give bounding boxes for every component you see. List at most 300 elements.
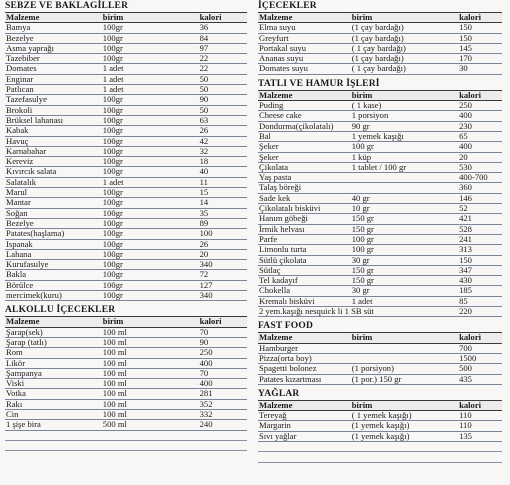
empty-row xyxy=(5,440,247,450)
item-calorie: 36 xyxy=(199,23,247,33)
table-row xyxy=(258,111,502,121)
empty-row xyxy=(258,441,502,451)
table-row xyxy=(5,420,247,430)
item-calorie: 110 xyxy=(458,421,502,431)
item-name: Börülce xyxy=(5,280,102,290)
item-calorie: 185 xyxy=(458,286,502,296)
calorie-table xyxy=(258,91,502,318)
empty-cell xyxy=(351,452,458,462)
table-row xyxy=(5,291,247,301)
column-header: birim xyxy=(102,13,199,23)
table-row xyxy=(5,64,247,74)
item-name: Asma yaprağı xyxy=(5,43,102,53)
section-tatli xyxy=(258,79,502,318)
item-calorie: 90 xyxy=(199,337,247,347)
table-row xyxy=(258,255,502,265)
item-calorie: 400 xyxy=(199,379,247,389)
item-calorie: 150 xyxy=(458,33,502,43)
section-title: YAĞLAR xyxy=(258,389,502,401)
section-yaglar xyxy=(258,389,502,463)
item-calorie: 70 xyxy=(199,368,247,378)
item-name: İrmik helvası xyxy=(258,224,351,234)
item-calorie: 241 xyxy=(458,234,502,244)
item-unit: 100gr xyxy=(102,249,199,259)
item-calorie: 127 xyxy=(199,280,247,290)
item-name: Brokoli xyxy=(5,105,102,115)
calorie-table xyxy=(5,317,247,451)
item-unit: 100 gr xyxy=(351,142,458,152)
item-calorie: 50 xyxy=(199,85,247,95)
right-column xyxy=(258,0,502,467)
item-name: Havuç xyxy=(5,136,102,146)
table-row xyxy=(258,162,502,172)
item-unit: 100 ml xyxy=(102,327,199,337)
item-unit: 100gr xyxy=(102,198,199,208)
empty-cell xyxy=(5,440,102,450)
empty-cell xyxy=(199,430,247,440)
item-unit: 1 yemek kaşığı xyxy=(351,131,458,141)
item-calorie: 20 xyxy=(199,249,247,259)
item-unit: ( 1 çay bardağı) xyxy=(351,64,458,74)
table-row xyxy=(258,245,502,255)
table-row xyxy=(5,177,247,187)
section-title: FAST FOOD xyxy=(258,321,502,333)
item-unit: 100gr xyxy=(102,33,199,43)
column-header: kalori xyxy=(458,91,502,101)
item-unit: 30 gr xyxy=(351,286,458,296)
item-name: Sade kek xyxy=(258,193,351,203)
table-row xyxy=(5,249,247,259)
table-row xyxy=(258,43,502,53)
item-calorie: 42 xyxy=(199,136,247,146)
table-row xyxy=(5,74,247,84)
empty-cell xyxy=(5,430,102,440)
item-calorie: 530 xyxy=(458,162,502,172)
item-name: mercimek(kuru) xyxy=(5,291,102,301)
item-unit: ( 1 yemek kaşığı) xyxy=(351,411,458,421)
item-unit: 1 adet xyxy=(351,296,458,306)
table-row xyxy=(5,198,247,208)
item-name: Brüksel lahanası xyxy=(5,115,102,125)
table-row xyxy=(5,105,247,115)
item-calorie: 352 xyxy=(199,399,247,409)
item-unit: 100gr xyxy=(102,229,199,239)
item-calorie: 250 xyxy=(458,101,502,111)
column-header: Malzeme xyxy=(5,317,102,327)
item-calorie: 150 xyxy=(458,255,502,265)
calorie-table xyxy=(258,333,502,384)
item-name: Kabak xyxy=(5,126,102,136)
empty-cell xyxy=(102,440,199,450)
item-unit: 100gr xyxy=(102,167,199,177)
table-row xyxy=(5,146,247,156)
empty-cell xyxy=(458,441,502,451)
item-calorie: 281 xyxy=(199,389,247,399)
item-unit: 1 adet xyxy=(102,85,199,95)
item-name: Cin xyxy=(5,409,102,419)
table-row xyxy=(5,85,247,95)
item-name: Pizza(orta boy) xyxy=(258,353,351,363)
table-row xyxy=(5,126,247,136)
column-header: birim xyxy=(351,13,458,23)
item-unit: ( 1 kase) xyxy=(351,101,458,111)
item-unit: 100gr xyxy=(102,95,199,105)
item-unit: 100gr xyxy=(102,126,199,136)
table-row xyxy=(258,276,502,286)
item-name: Kıvırcık salata xyxy=(5,167,102,177)
item-calorie: 50 xyxy=(199,105,247,115)
table-row xyxy=(5,358,247,368)
item-name: Çikolata xyxy=(258,162,351,172)
table-row xyxy=(258,173,502,183)
item-name: Tazefasulye xyxy=(5,95,102,105)
item-unit: 100gr xyxy=(102,260,199,270)
item-unit: 100gr xyxy=(102,239,199,249)
table-row xyxy=(5,23,247,33)
item-calorie: 110 xyxy=(458,411,502,421)
item-unit: 100 ml xyxy=(102,399,199,409)
item-calorie: 15 xyxy=(199,188,247,198)
column-header: birim xyxy=(351,91,458,101)
table-row xyxy=(258,307,502,317)
item-calorie: 84 xyxy=(199,33,247,43)
item-name: Salatalık xyxy=(5,177,102,187)
item-name: Lahana xyxy=(5,249,102,259)
item-calorie: 400 xyxy=(199,358,247,368)
item-unit: 150 gr xyxy=(351,224,458,234)
item-name: Kurufasulye xyxy=(5,260,102,270)
column-header: birim xyxy=(351,401,458,411)
item-name: Votka xyxy=(5,389,102,399)
item-unit: 100gr xyxy=(102,218,199,228)
table-row xyxy=(258,265,502,275)
item-name: Enginar xyxy=(5,74,102,84)
table-row xyxy=(258,183,502,193)
table-header-row xyxy=(258,333,502,343)
item-unit: (1 çay bardağı) xyxy=(351,54,458,64)
item-unit: 100gr xyxy=(102,54,199,64)
item-name: Greyfurt xyxy=(258,33,351,43)
section-sebze xyxy=(5,1,247,301)
item-name: Patates kızartması xyxy=(258,374,351,384)
item-name: Domates xyxy=(5,64,102,74)
item-calorie: 11 xyxy=(199,177,247,187)
item-unit: 1 adet xyxy=(102,177,199,187)
table-header-row xyxy=(5,317,247,327)
item-name: Patlıcan xyxy=(5,85,102,95)
table-row xyxy=(5,54,247,64)
table-row xyxy=(5,239,247,249)
item-calorie: 230 xyxy=(458,121,502,131)
table-row xyxy=(258,121,502,131)
table-row xyxy=(5,399,247,409)
table-row xyxy=(258,131,502,141)
item-calorie: 20 xyxy=(458,152,502,162)
item-name: Puding xyxy=(258,101,351,111)
item-unit: 100 ml xyxy=(102,348,199,358)
item-name: Şeker xyxy=(258,142,351,152)
item-name: Rakı xyxy=(5,399,102,409)
item-name: Dondurma(çikolatalı) xyxy=(258,121,351,131)
item-calorie: 150 xyxy=(458,23,502,33)
table-row xyxy=(258,374,502,384)
item-unit: 30 gr xyxy=(351,255,458,265)
empty-row xyxy=(258,452,502,462)
item-unit: 90 gr xyxy=(351,121,458,131)
table-row xyxy=(5,188,247,198)
item-calorie: 332 xyxy=(199,409,247,419)
table-header-row xyxy=(5,13,247,23)
item-calorie: 700 xyxy=(458,343,502,353)
item-calorie: 14 xyxy=(199,198,247,208)
item-name: Domates suyu xyxy=(258,64,351,74)
item-name: Kremalı bisküvi xyxy=(258,296,351,306)
item-calorie: 90 xyxy=(199,95,247,105)
item-calorie: 340 xyxy=(199,260,247,270)
column-header: kalori xyxy=(458,13,502,23)
table-row xyxy=(5,115,247,125)
item-name: Likör xyxy=(5,358,102,368)
section-title: ALKOLLU İÇECEKLER xyxy=(5,305,247,317)
item-calorie: 35 xyxy=(199,208,247,218)
table-row xyxy=(5,208,247,218)
item-unit: 1 tablet / 100 gr xyxy=(351,162,458,172)
calorie-table xyxy=(258,401,502,463)
item-name: Cheese cake xyxy=(258,111,351,121)
item-unit: (1 çay bardağı) xyxy=(351,33,458,43)
column-header: kalori xyxy=(199,317,247,327)
item-name: Marul xyxy=(5,188,102,198)
item-calorie: 500 xyxy=(458,364,502,374)
table-row xyxy=(5,136,247,146)
item-calorie: 63 xyxy=(199,115,247,125)
table-row xyxy=(258,101,502,111)
column-header: Malzeme xyxy=(258,401,351,411)
item-calorie: 18 xyxy=(199,157,247,167)
item-unit: (1 yemek kaşığı) xyxy=(351,431,458,441)
table-row xyxy=(5,229,247,239)
item-unit: 100 ml xyxy=(102,337,199,347)
section-title: İÇECEKLER xyxy=(258,1,502,13)
item-unit: (1 çay bardağı) xyxy=(351,23,458,33)
left-column xyxy=(5,0,247,455)
empty-cell xyxy=(102,430,199,440)
table-row xyxy=(258,214,502,224)
table-row xyxy=(5,348,247,358)
empty-cell xyxy=(351,441,458,451)
column-header: kalori xyxy=(458,401,502,411)
item-calorie: 89 xyxy=(199,218,247,228)
section-alkollu xyxy=(5,305,247,451)
item-calorie: 146 xyxy=(458,193,502,203)
item-calorie: 70 xyxy=(199,327,247,337)
item-calorie: 100 xyxy=(199,229,247,239)
item-calorie: 85 xyxy=(458,296,502,306)
item-name: Viski xyxy=(5,379,102,389)
item-unit xyxy=(351,173,458,183)
item-name: Spagetti bolonez xyxy=(258,364,351,374)
item-calorie: 240 xyxy=(199,420,247,430)
column-header: Malzeme xyxy=(258,91,351,101)
item-name: Bamya xyxy=(5,23,102,33)
item-calorie: 400 xyxy=(458,142,502,152)
column-header: Malzeme xyxy=(258,13,351,23)
table-row xyxy=(5,409,247,419)
item-name: Çikolatalı bisküvi xyxy=(258,204,351,214)
item-calorie: 30 xyxy=(458,64,502,74)
table-row xyxy=(258,296,502,306)
item-calorie: 528 xyxy=(458,224,502,234)
table-row xyxy=(5,368,247,378)
item-calorie: 145 xyxy=(458,43,502,53)
empty-cell xyxy=(258,441,351,451)
table-row xyxy=(258,353,502,363)
item-name: Ananas suyu xyxy=(258,54,351,64)
table-row xyxy=(5,218,247,228)
table-row xyxy=(5,167,247,177)
item-unit: 100gr xyxy=(102,43,199,53)
item-name: Mantar xyxy=(5,198,102,208)
item-name: Hanım göbeği xyxy=(258,214,351,224)
item-name: Tel kadayıf xyxy=(258,276,351,286)
item-calorie: 97 xyxy=(199,43,247,53)
item-calorie: 340 xyxy=(199,291,247,301)
item-calorie: 32 xyxy=(199,146,247,156)
item-unit: 500 ml xyxy=(102,420,199,430)
table-row xyxy=(258,421,502,431)
item-unit: 100 gr xyxy=(351,245,458,255)
item-unit: 100 ml xyxy=(102,409,199,419)
item-name: Portakal suyu xyxy=(258,43,351,53)
item-unit: (1 por.) 150 gr xyxy=(351,374,458,384)
item-name: Sıvı yağlar xyxy=(258,431,351,441)
section-icecekler xyxy=(258,1,502,75)
item-unit: 100gr xyxy=(102,115,199,125)
table-row xyxy=(258,224,502,234)
section-title: TATLI VE HAMUR İŞLERİ xyxy=(258,79,502,91)
table-row xyxy=(5,260,247,270)
empty-cell xyxy=(199,440,247,450)
table-row xyxy=(5,95,247,105)
item-calorie: 170 xyxy=(458,54,502,64)
item-calorie: 26 xyxy=(199,239,247,249)
table-row xyxy=(258,142,502,152)
item-name: Şarap(sek) xyxy=(5,327,102,337)
table-row xyxy=(258,234,502,244)
item-name: Chokella xyxy=(258,286,351,296)
item-name: 2 yem.kaşığı nesquick li 1 SB süt xyxy=(259,306,374,317)
column-header: birim xyxy=(351,333,458,343)
table-row xyxy=(5,280,247,290)
table-row xyxy=(258,343,502,353)
table-row xyxy=(258,204,502,214)
calorie-table xyxy=(258,13,502,75)
item-unit: 100gr xyxy=(102,188,199,198)
item-name: Bezelye xyxy=(5,33,102,43)
item-name: Sütlaç xyxy=(258,265,351,275)
table-row xyxy=(258,54,502,64)
item-name: Tazebiber xyxy=(5,54,102,64)
item-name: Soğan xyxy=(5,208,102,218)
table-row xyxy=(258,23,502,33)
item-calorie: 1500 xyxy=(458,353,502,363)
item-unit: 100 ml xyxy=(102,379,199,389)
item-name: Margarin xyxy=(258,421,351,431)
column-header: kalori xyxy=(199,13,247,23)
item-calorie: 26 xyxy=(199,126,247,136)
item-unit: 1 küp xyxy=(351,152,458,162)
item-name: Bezelye xyxy=(5,218,102,228)
table-row xyxy=(258,33,502,43)
item-name: Talaş böreği xyxy=(258,183,351,193)
empty-cell xyxy=(258,452,351,462)
item-name: Patates(haşlama) xyxy=(5,229,102,239)
item-name: Limonlu turta xyxy=(258,245,351,255)
item-calorie: 435 xyxy=(458,374,502,384)
item-unit xyxy=(351,343,458,353)
item-calorie: 400-700 xyxy=(458,173,502,183)
column-header: Malzeme xyxy=(258,333,351,343)
item-calorie: 250 xyxy=(199,348,247,358)
item-calorie: 421 xyxy=(458,214,502,224)
column-header: birim xyxy=(102,317,199,327)
item-calorie: 135 xyxy=(458,431,502,441)
item-unit: 100gr xyxy=(102,280,199,290)
item-unit: ( 1 çay bardağı) xyxy=(351,43,458,53)
table-row xyxy=(5,43,247,53)
table-row xyxy=(5,389,247,399)
item-name: Rom xyxy=(5,348,102,358)
item-unit: 100gr xyxy=(102,105,199,115)
item-calorie: 430 xyxy=(458,276,502,286)
item-unit: (1 yemek kaşığı) xyxy=(351,421,458,431)
calorie-table xyxy=(5,13,247,301)
item-unit: (1 porsiyon) xyxy=(351,364,458,374)
item-name: Ispanak xyxy=(5,239,102,249)
item-unit xyxy=(351,183,458,193)
item-calorie: 360 xyxy=(458,183,502,193)
item-unit: 100gr xyxy=(102,146,199,156)
item-unit: 100gr xyxy=(102,291,199,301)
item-unit: 100gr xyxy=(102,136,199,146)
item-unit: 150 gr xyxy=(351,265,458,275)
item-name: Bal xyxy=(258,131,351,141)
table-row xyxy=(5,33,247,43)
item-calorie: 50 xyxy=(199,74,247,84)
item-unit: 100gr xyxy=(102,208,199,218)
table-row xyxy=(5,327,247,337)
table-row xyxy=(258,286,502,296)
item-unit: 100 ml xyxy=(102,389,199,399)
item-unit: 100 gr xyxy=(351,234,458,244)
table-row xyxy=(258,193,502,203)
item-unit: 1 porsiyon xyxy=(351,111,458,121)
item-calorie: 22 xyxy=(199,64,247,74)
table-row xyxy=(258,64,502,74)
item-calorie: 220 xyxy=(458,307,502,317)
item-name: Kereviz xyxy=(5,157,102,167)
item-name: Şampanya xyxy=(5,368,102,378)
item-calorie: 313 xyxy=(458,245,502,255)
item-name: Parfe xyxy=(258,234,351,244)
item-calorie: 52 xyxy=(458,204,502,214)
item-unit: 10 gr xyxy=(351,204,458,214)
item-name: Şeker xyxy=(258,152,351,162)
item-name: Elma suyu xyxy=(258,23,351,33)
item-unit xyxy=(351,353,458,363)
item-unit: 100gr xyxy=(102,270,199,280)
table-row xyxy=(258,431,502,441)
